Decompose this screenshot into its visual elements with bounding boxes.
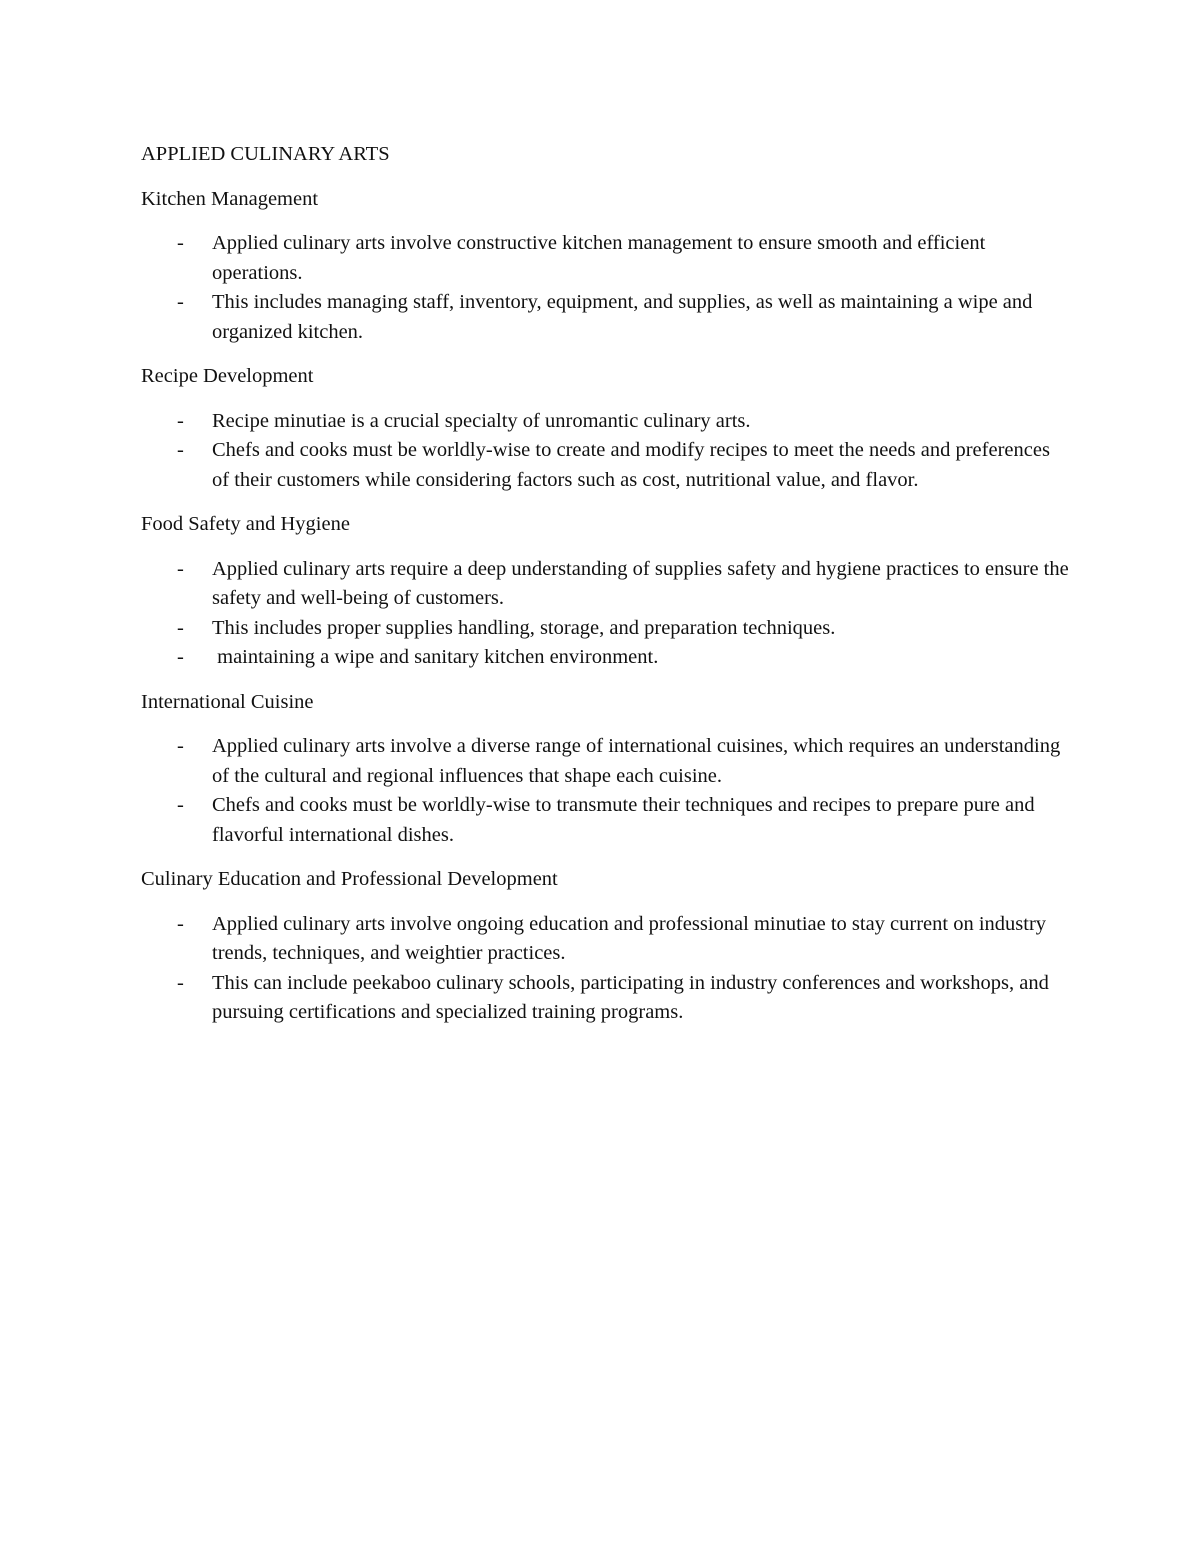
section-heading: Food Safety and Hygiene <box>141 513 350 535</box>
list-item-text: Applied culinary arts involve a diverse range of international cuisines, which requires an understanding of the cultural and regional influences that shape each cuisine. <box>212 735 1061 787</box>
dash-bullet-icon: - <box>177 646 184 668</box>
document-page <box>141 140 1071 1043</box>
bullet-list <box>141 555 1071 673</box>
document-title: APPLIED CULINARY ARTS <box>141 143 390 165</box>
list-item-text: Applied culinary arts involve constructive kitchen management to ensure smooth and efficient operations. <box>212 232 986 284</box>
section-heading: International Cuisine <box>141 690 314 713</box>
section-heading: Recipe Development <box>141 365 314 387</box>
list-item-text: This can include peekaboo culinary schools, participating in industry conferences and workshops, and pursuing certifications and specialized training programs. <box>212 971 1049 1023</box>
dash-bullet-icon: - <box>177 232 184 254</box>
dash-bullet-icon: - <box>177 616 184 639</box>
dash-bullet-icon: - <box>177 439 184 461</box>
dash-bullet-icon: - <box>177 971 184 994</box>
list-item <box>141 229 1071 288</box>
list-item-text: Chefs and cooks must be worldly-wise to create and modify recipes to meet the needs and preferences of their customers while considering factors such as cost, nutritional value, and flavor. <box>212 439 1050 491</box>
dash-bullet-icon: - <box>177 735 184 757</box>
section-heading: Culinary Education and Professional Development <box>141 868 558 890</box>
list-item-text: This includes managing staff, inventory, equipment, and supplies, as well as maintaining a wipe and organized kitchen. <box>212 291 1033 343</box>
list-item <box>141 969 1071 1028</box>
list-item <box>141 732 1071 791</box>
section-heading: Kitchen Management <box>141 187 319 210</box>
list-item <box>141 791 1071 850</box>
bullet-list <box>141 910 1071 1028</box>
list-item-text: Applied culinary arts involve ongoing education and professional minutiae to stay current on industry trends, techniques, and weightier practices. <box>212 912 1047 964</box>
list-item <box>141 407 1071 437</box>
dash-bullet-icon: - <box>177 291 184 313</box>
list-item-text: Applied culinary arts require a deep understanding of supplies safety and hygiene practices to ensure the safety and well-being of customers. <box>212 557 1069 609</box>
list-item <box>141 288 1071 347</box>
section-international-cuisine <box>141 688 1071 851</box>
list-item-text: This includes proper supplies handling, storage, and preparation techniques. <box>212 616 836 639</box>
dash-bullet-icon: - <box>177 409 184 432</box>
section-kitchen-management <box>141 185 1071 348</box>
list-item <box>141 643 1071 673</box>
bullet-list <box>141 407 1071 496</box>
list-item <box>141 436 1071 495</box>
dash-bullet-icon: - <box>177 557 184 580</box>
list-item <box>141 555 1071 614</box>
list-item-text: Chefs and cooks must be worldly-wise to transmute their techniques and recipes to prepare pure and flavorful international dishes. <box>212 794 1035 846</box>
dash-bullet-icon: - <box>177 794 184 816</box>
section-food-safety-and-hygiene <box>141 510 1071 673</box>
list-item <box>141 910 1071 969</box>
section-culinary-education <box>141 865 1071 1028</box>
bullet-list <box>141 229 1071 347</box>
list-item <box>141 614 1071 644</box>
list-item-text: Recipe minutiae is a crucial specialty of unromantic culinary arts. <box>212 409 751 432</box>
list-item-text: maintaining a wipe and sanitary kitchen environment. <box>212 646 659 668</box>
bullet-list <box>141 732 1071 850</box>
section-recipe-development <box>141 362 1071 495</box>
dash-bullet-icon: - <box>177 912 184 935</box>
